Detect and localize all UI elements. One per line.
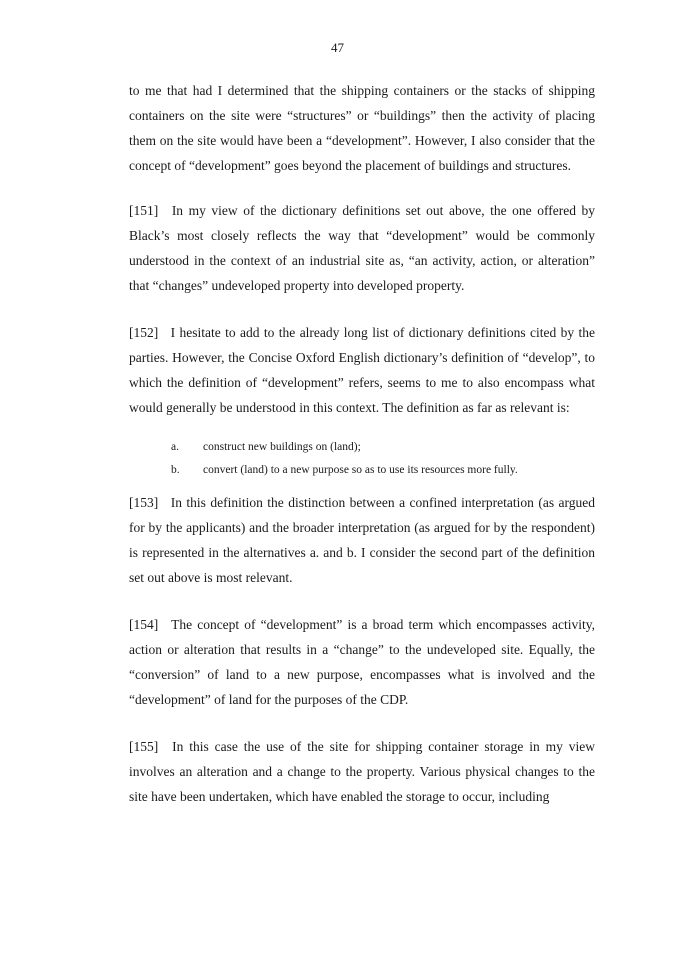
paragraph-text: to me that had I determined that the shipping containers or the stacks of shipping containers on the site were “structures” or “buildings” then the activity of placing them on the site would have been a “development”. However, I also consider that the concept of “development” goes beyond the placement of buildings and structures. <box>129 83 595 173</box>
paragraph-number: [155] <box>129 739 159 754</box>
paragraph-151 <box>129 198 595 298</box>
list-item-text: convert (land) to a new purpose so as to use its resources more fully. <box>203 464 518 476</box>
paragraph-text: In my view of the dictionary definitions set out above, the one offered by Black’s most closely reflects the way that “development” would be commonly understood in the context of an industrial site as, “an activity, action, or alteration” that “changes” undeveloped property into developed property. <box>129 203 595 293</box>
page-number: 47 <box>331 40 344 55</box>
list-item-text: construct new buildings on (land); <box>203 441 361 453</box>
paragraph-155 <box>129 734 595 809</box>
judgment-body <box>129 78 595 831</box>
list-item <box>129 459 595 482</box>
paragraph-text: I hesitate to add to the already long list of dictionary definitions cited by the parties. However, the Concise Oxford English dictionary’s definition of “develop”, to which the definition of “development” refers, seems to me to also encompass what would generally be understood in this context. The definition as far as relevant is: <box>129 325 595 415</box>
paragraph-continued <box>129 78 595 178</box>
paragraph-text: In this definition the distinction between a confined interpretation (as argued for by the applicants) and the broader interpretation (as argued for by the respondent) is represented in the alternatives a. and b. I consider the second part of the definition set out above is most relevant. <box>129 495 595 585</box>
list-marker: a. <box>171 441 179 453</box>
paragraph-number: [151] <box>129 203 159 218</box>
paragraph-number: [152] <box>129 325 159 340</box>
paragraph-text: In this case the use of the site for shipping container storage in my view involves an alteration and a change to the property. Various physical changes to the site have been undertaken, which have enabled the storage to occur, including <box>129 739 595 804</box>
paragraph-154 <box>129 612 595 712</box>
paragraph-number: [153] <box>129 495 159 510</box>
definition-list <box>129 436 595 482</box>
paragraph-number: [154] <box>129 617 159 632</box>
paragraph-text: The concept of “development” is a broad term which encompasses activity, action or alteration that results in a “change” to the undeveloped site. Equally, the “conversion” of land to a new purpose, encompasses what is involved and the “development” of land for the purposes of the CDP. <box>129 617 595 707</box>
list-item <box>129 436 595 459</box>
list-marker: b. <box>171 464 180 476</box>
paragraph-152 <box>129 320 595 420</box>
paragraph-153 <box>129 490 595 590</box>
